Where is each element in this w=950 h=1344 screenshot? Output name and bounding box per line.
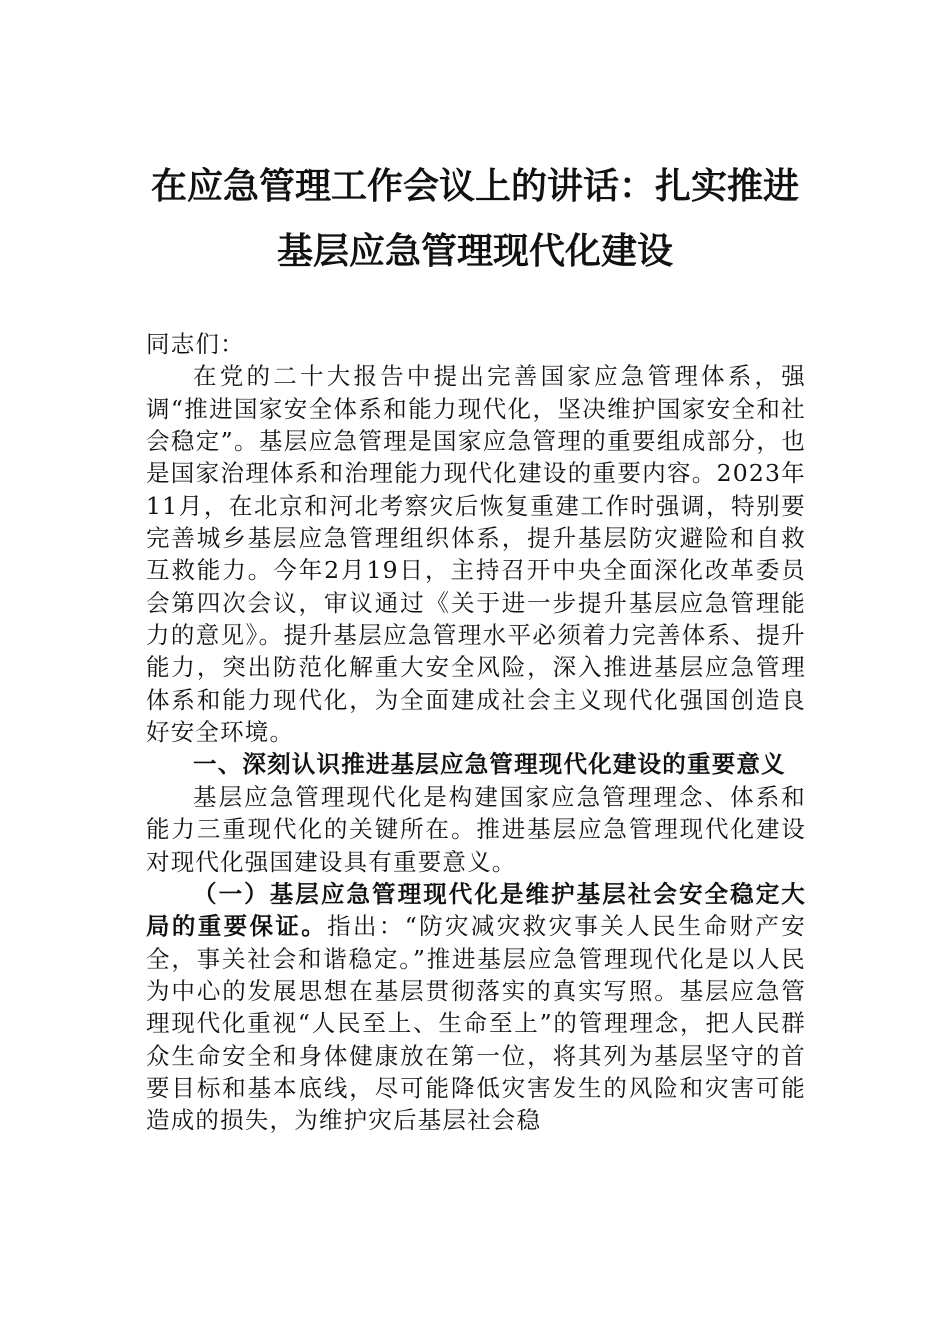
document-title-line-2: 基层应急管理现代化建设 xyxy=(276,230,673,272)
paragraph-intro: 在党的二十大报告中提出完善国家应急管理体系，强调“推进国家安全体系和能力现代化，坚决维护国家安全和社会稳定”。基层应急管理是国家应急管理的重要组成部分，也是国家治理体系和治理能力现代化建设的重要内容。2023年11月，在北京和河北考察灾后恢复重建工作时强调，特别要完善城乡基层应急管理组织体系，提升基层防灾避险和自救互救能力。今年2月19日，主持召开中央全面深化改革委员会第四次会议，审议通过《关于进一步提升基层应急管理能力的意见》。提升基层应急管理水平必须着力完善体系、提升能力，突出防范化解重大安全风险，深入推进基层应急管理体系和能力现代化，为全面建成社会主义现代化强国创造良好安全环境。 xyxy=(146,362,806,747)
document-title-line-1: 在应急管理工作会议上的讲话：扎实推进 xyxy=(150,165,799,207)
subsection-1-text: 指出：“防灾减灾救灾事关人民生命财产安全，事关社会和谐稳定。”推进基层应急管理现代化是以人民为中心的发展思想在基层贯彻落实的真实写照。基层应急管理现代化重视“人民至上、生命至上”的管理理念，把人民群众生命安全和身体健康放在第一位，将其列为基层坚守的首要目标和基本底线，尽可能降低灾害发生的风险和灾害可能造成的损失，为维护灾后基层社会稳 xyxy=(146,912,806,1135)
paragraph-subsection-1 xyxy=(146,878,806,1137)
subsection-1-heading: （一）基层应急管理现代化是维护基层社会安全稳定大局的重要保证。 xyxy=(146,879,806,941)
salutation: 同志们： xyxy=(146,330,245,358)
document-body xyxy=(146,328,806,1137)
section-heading-1: 一、深刻认识推进基层应急管理现代化建设的重要意义 xyxy=(193,750,786,779)
paragraph-section-1-intro: 基层应急管理现代化是构建国家应急管理理念、体系和能力三重现代化的关键所在。推进基层应急管理现代化建设对现代化强国建设具有重要意义。 xyxy=(146,782,806,876)
